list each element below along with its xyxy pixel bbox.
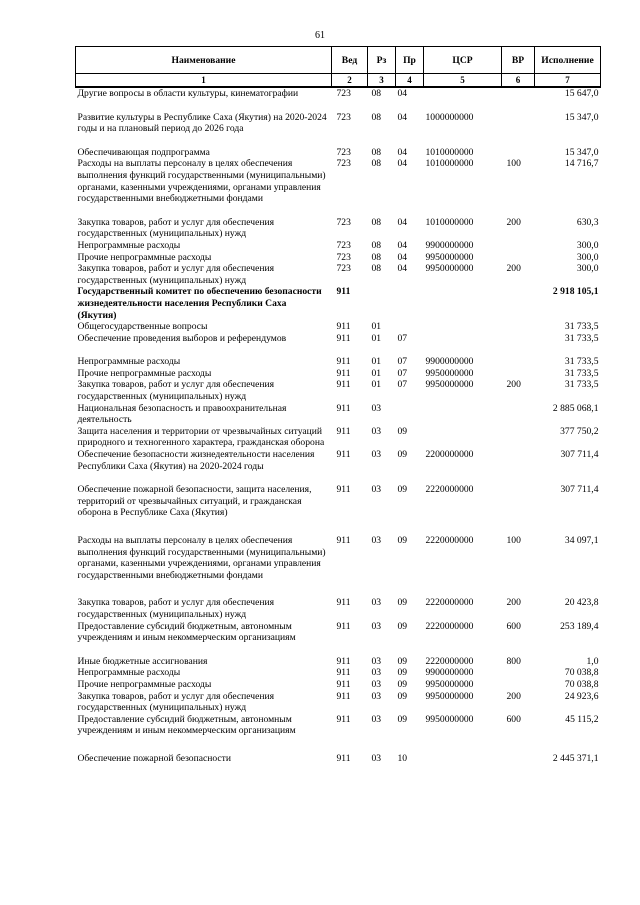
cell-isp: 70 038,8 [564, 678, 599, 690]
cell-ved: 911 [336, 678, 351, 690]
cell-rz: 03 [371, 597, 382, 609]
cell-vr: 600 [506, 620, 521, 632]
cell-pr: 10 [397, 752, 408, 764]
cell-rz: 08 [371, 158, 382, 170]
cell-pr: 04 [397, 88, 408, 99]
cell-csr: 1010000000 [425, 216, 474, 228]
cell-rz: 01 [371, 379, 382, 391]
cell-rz: 03 [371, 690, 382, 702]
table-row [76, 426, 601, 449]
cell-name: Расходы на выплаты персоналу в целях обеспечения выполнения функций государственными (муниципальными) органами, казенными учреждениями, органами управления государственными внебюджетными фондами [77, 158, 326, 205]
cell-csr [424, 403, 502, 426]
cell-name: Государственный комитет по обеспечению безопасности жизнедеятельности населения Республики Саха (Якутия) [77, 286, 322, 321]
column-header-rz: Рз [368, 47, 396, 74]
cell-rz: 08 [371, 88, 382, 99]
table-row [76, 667, 601, 679]
cell-name: Другие вопросы в области культуры, кинематографии [77, 88, 299, 99]
cell-csr [424, 87, 502, 100]
cell-vr: 200 [506, 597, 521, 609]
cell-vr [502, 286, 535, 321]
table-row [76, 344, 601, 368]
cell-ved: 723 [336, 239, 351, 251]
table-row [76, 691, 601, 714]
cell-vr [502, 135, 535, 159]
budget-table [75, 46, 601, 765]
cell-rz: 03 [371, 402, 382, 414]
cell-csr: 9950000000 [425, 263, 474, 275]
cell-isp: 2 445 371,1 [552, 752, 599, 764]
cell-csr: 1000000000 [425, 111, 474, 123]
cell-ved: 911 [336, 425, 351, 437]
cell-rz: 08 [371, 251, 382, 263]
table-row [76, 252, 601, 264]
cell-csr [424, 737, 502, 765]
cell-isp: 2 885 068,1 [552, 402, 599, 414]
column-number: 7 [535, 74, 601, 88]
cell-name: Предоставление субсидий бюджетным, автономным учреждениям и иным некоммерческим организациям [77, 620, 296, 644]
cell-name: Обеспечение безопасности жизнедеятельности населения Республики Саха (Якутия) на 2020-2024 годы [77, 449, 315, 472]
cell-rz: 08 [371, 239, 382, 251]
cell-csr: 9950000000 [425, 379, 474, 391]
cell-vr: 100 [506, 158, 521, 170]
cell-vr: 200 [506, 690, 521, 702]
cell-name: Прочие непрограммные расходы [77, 367, 212, 379]
cell-csr: 9900000000 [425, 239, 474, 251]
header-row [76, 47, 601, 74]
cell-isp: 300,0 [576, 239, 599, 251]
cell-name: Непрограммные расходы [77, 667, 181, 679]
cell-pr: 07 [397, 332, 408, 344]
cell-vr: 800 [506, 655, 521, 667]
cell-rz: 03 [371, 752, 382, 764]
cell-name: Предоставление субсидий бюджетным, автономным учреждениям и иным некоммерческим организациям [77, 713, 296, 737]
cell-ved: 723 [336, 158, 351, 170]
cell-csr [424, 333, 502, 345]
cell-vr [502, 87, 535, 100]
cell-rz: 03 [371, 667, 382, 679]
cell-name: Непрограммные расходы [77, 356, 181, 368]
cell-name: Закупка товаров, работ и услуг для обеспечения государственных (муниципальных) нужд [77, 379, 275, 403]
table-row [76, 333, 601, 345]
cell-vr [502, 321, 535, 333]
cell-rz: 03 [371, 535, 382, 546]
cell-isp: 20 423,8 [564, 597, 599, 609]
cell-pr: 09 [397, 678, 408, 690]
table-row [76, 519, 601, 581]
table-row [76, 403, 601, 426]
cell-isp: 300,0 [576, 263, 599, 275]
cell-name: Обеспечение проведения выборов и референдумов [77, 332, 287, 344]
cell-vr [502, 240, 535, 252]
cell-isp: 31 733,5 [564, 367, 599, 379]
table-row [76, 737, 601, 765]
column-header-vr: ВР [502, 47, 535, 74]
cell-name: Обеспечение пожарной безопасности [77, 752, 232, 764]
cell-rz: 01 [371, 367, 382, 379]
cell-isp: 15 647,0 [564, 88, 599, 99]
cell-csr [424, 321, 502, 333]
cell-pr: 04 [397, 111, 408, 123]
cell-pr: 09 [397, 620, 408, 632]
cell-vr [502, 737, 535, 765]
cell-vr: 100 [506, 535, 521, 546]
cell-vr [502, 426, 535, 449]
cell-isp: 15 347,0 [564, 146, 599, 158]
table-body [76, 87, 601, 765]
cell-pr: 09 [397, 425, 408, 437]
cell-pr: 09 [397, 449, 408, 461]
cell-vr: 200 [506, 263, 521, 275]
cell-isp: 70 038,8 [564, 667, 599, 679]
table-row [76, 679, 601, 691]
cell-pr: 09 [397, 597, 408, 609]
cell-pr [396, 321, 424, 333]
cell-pr: 09 [397, 484, 408, 496]
column-number: 4 [396, 74, 424, 88]
cell-vr [502, 333, 535, 345]
cell-ved: 723 [336, 251, 351, 263]
page-number: 61 [315, 30, 325, 41]
table-row [76, 581, 601, 620]
cell-ved: 911 [336, 713, 351, 725]
cell-rz: 03 [371, 425, 382, 437]
cell-vr [502, 403, 535, 426]
cell-pr: 04 [397, 158, 408, 170]
cell-pr: 04 [397, 239, 408, 251]
cell-pr: 07 [397, 356, 408, 368]
cell-ved: 723 [336, 216, 351, 228]
cell-name: Непрограммные расходы [77, 239, 181, 251]
table-row [76, 286, 601, 321]
cell-csr: 2220000000 [425, 597, 474, 609]
cell-name: Национальная безопасность и правоохранительная деятельность [77, 402, 287, 426]
table-row [76, 158, 601, 204]
cell-ved: 911 [336, 484, 351, 496]
cell-pr: 09 [397, 713, 408, 725]
cell-vr [502, 344, 535, 368]
cell-ved: 911 [336, 286, 351, 298]
cell-isp: 253 189,4 [560, 620, 599, 632]
cell-ved: 911 [336, 332, 351, 344]
cell-ved: 723 [336, 263, 351, 275]
cell-rz: 08 [371, 263, 382, 275]
cell-isp: 31 733,5 [564, 321, 599, 333]
cell-isp: 31 733,5 [564, 332, 599, 344]
cell-rz: 03 [371, 449, 382, 461]
cell-pr: 07 [397, 379, 408, 391]
cell-name: Прочие непрограммные расходы [77, 678, 212, 690]
cell-csr: 2200000000 [425, 449, 474, 461]
cell-name: Обеспечивающая подпрограмма [77, 146, 210, 158]
cell-rz: 03 [371, 484, 382, 496]
cell-ved: 911 [336, 449, 351, 461]
cell-ved: 911 [336, 597, 351, 609]
cell-vr [502, 667, 535, 679]
column-header-pr: Пр [396, 47, 424, 74]
cell-rz: 03 [371, 655, 382, 667]
cell-name: Закупка товаров, работ и услуг для обеспечения государственных (муниципальных) нужд [77, 690, 275, 714]
table-row [76, 321, 601, 333]
cell-csr: 9950000000 [425, 678, 474, 690]
cell-isp: 24 923,6 [564, 690, 599, 702]
cell-ved: 911 [336, 535, 351, 546]
cell-name: Общегосударственные вопросы [77, 321, 208, 333]
cell-csr: 2220000000 [425, 655, 474, 667]
cell-csr: 2220000000 [425, 620, 474, 632]
table-row [76, 205, 601, 240]
cell-ved: 723 [336, 111, 351, 123]
table-row [76, 472, 601, 519]
cell-vr [502, 449, 535, 472]
cell-isp: 2 918 105,1 [552, 286, 599, 298]
cell-csr: 1010000000 [425, 158, 474, 170]
cell-csr: 2220000000 [425, 484, 474, 496]
cell-name: Иные бюджетные ассигнования [77, 655, 208, 667]
table-row [76, 240, 601, 252]
cell-name: Защита населения и территории от чрезвычайных ситуаций природного и техногенного характера, гражданская оборона [77, 425, 325, 449]
cell-ved: 723 [336, 88, 351, 99]
column-number: 2 [332, 74, 368, 88]
cell-pr: 09 [397, 667, 408, 679]
cell-pr: 09 [397, 655, 408, 667]
cell-csr [424, 286, 502, 321]
cell-isp: 34 097,1 [564, 535, 599, 546]
cell-csr: 9950000000 [425, 690, 474, 702]
column-number: 1 [76, 74, 332, 88]
table-row [76, 644, 601, 668]
cell-ved: 911 [336, 620, 351, 632]
cell-pr [396, 286, 424, 321]
table-row [76, 379, 601, 402]
column-header-csr: ЦСР [424, 47, 502, 74]
cell-name: Обеспечение пожарной безопасности, защита населения, территорий от чрезвычайных ситуаций, и гражданская оборона в Республике Саха (Якутия) [77, 484, 312, 519]
table-row [76, 100, 601, 135]
cell-csr: 9900000000 [425, 356, 474, 368]
cell-rz: 03 [371, 620, 382, 632]
column-number: 5 [424, 74, 502, 88]
column-number-row [76, 74, 601, 88]
cell-csr: 1010000000 [425, 146, 474, 158]
cell-ved: 911 [336, 752, 351, 764]
cell-pr: 07 [397, 367, 408, 379]
cell-vr [502, 679, 535, 691]
cell-rz: 08 [371, 216, 382, 228]
table-row [76, 263, 601, 286]
cell-pr [396, 403, 424, 426]
table-row [76, 135, 601, 159]
cell-rz: 03 [371, 713, 382, 725]
cell-isp: 307 711,4 [560, 449, 599, 461]
cell-rz: 08 [371, 111, 382, 123]
cell-vr [502, 368, 535, 380]
cell-rz: 08 [371, 146, 382, 158]
cell-name: Закупка товаров, работ и услуг для обеспечения государственных (муниципальных) нужд [77, 216, 275, 240]
cell-ved: 911 [336, 321, 351, 333]
cell-ved: 911 [336, 356, 351, 368]
table-row [76, 714, 601, 737]
cell-csr: 9950000000 [425, 251, 474, 263]
cell-ved: 911 [336, 690, 351, 702]
cell-pr: 04 [397, 146, 408, 158]
cell-ved: 911 [336, 655, 351, 667]
cell-isp: 14 716,7 [564, 158, 599, 170]
cell-rz: 01 [371, 356, 382, 368]
cell-rz: 01 [371, 332, 382, 344]
cell-isp: 31 733,5 [564, 356, 599, 368]
cell-isp: 1,0 [586, 655, 599, 667]
cell-vr [502, 472, 535, 519]
cell-csr: 9950000000 [425, 367, 474, 379]
cell-ved: 911 [336, 367, 351, 379]
cell-rz [368, 286, 396, 321]
cell-isp: 31 733,5 [564, 379, 599, 391]
cell-ved: 911 [336, 667, 351, 679]
cell-name: Развитие культуры в Республике Саха (Якутия) на 2020-2024 годы и на плановый период до 2026 года [77, 111, 327, 135]
column-number: 6 [502, 74, 535, 88]
cell-isp: 45 115,2 [565, 713, 599, 725]
cell-isp: 300,0 [576, 251, 599, 263]
cell-name: Закупка товаров, работ и услуг для обеспечения государственных (муниципальных) нужд [77, 597, 275, 620]
cell-vr [502, 252, 535, 264]
cell-csr [424, 426, 502, 449]
cell-name: Закупка товаров, работ и услуг для обеспечения государственных (муниципальных) нужд [77, 263, 275, 286]
cell-pr: 09 [397, 690, 408, 702]
cell-rz: 01 [371, 321, 382, 333]
column-header-ved: Вед [332, 47, 368, 74]
cell-ved: 911 [336, 402, 351, 414]
cell-rz: 03 [371, 678, 382, 690]
cell-isp: 15 347,0 [564, 111, 599, 123]
column-header-name: Наименование [76, 47, 332, 74]
cell-csr: 2220000000 [425, 535, 474, 546]
cell-ved: 911 [336, 379, 351, 391]
table-row [76, 449, 601, 472]
cell-name: Прочие непрограммные расходы [77, 251, 212, 263]
cell-csr: 9950000000 [425, 713, 474, 725]
column-number: 3 [368, 74, 396, 88]
cell-pr: 04 [397, 251, 408, 263]
cell-vr: 200 [506, 379, 521, 391]
cell-isp: 307 711,4 [560, 484, 599, 496]
cell-vr: 200 [506, 216, 521, 228]
cell-isp: 630,3 [576, 216, 599, 228]
cell-ved: 723 [336, 146, 351, 158]
table-row [76, 368, 601, 380]
cell-name: Расходы на выплаты персоналу в целях обеспечения выполнения функций государственными (муниципальными) органами, казенными учреждениями, органами управления государственными внебюджетными фондами [77, 535, 326, 581]
table-row [76, 621, 601, 644]
cell-vr [502, 100, 535, 135]
column-header-isp: Исполнение [535, 47, 601, 74]
table-row [76, 87, 601, 100]
cell-vr: 600 [506, 713, 521, 725]
cell-pr: 04 [397, 263, 408, 275]
cell-pr: 04 [397, 216, 408, 228]
cell-isp: 377 750,2 [560, 425, 599, 437]
cell-pr: 09 [397, 535, 408, 546]
cell-csr: 9900000000 [425, 667, 474, 679]
